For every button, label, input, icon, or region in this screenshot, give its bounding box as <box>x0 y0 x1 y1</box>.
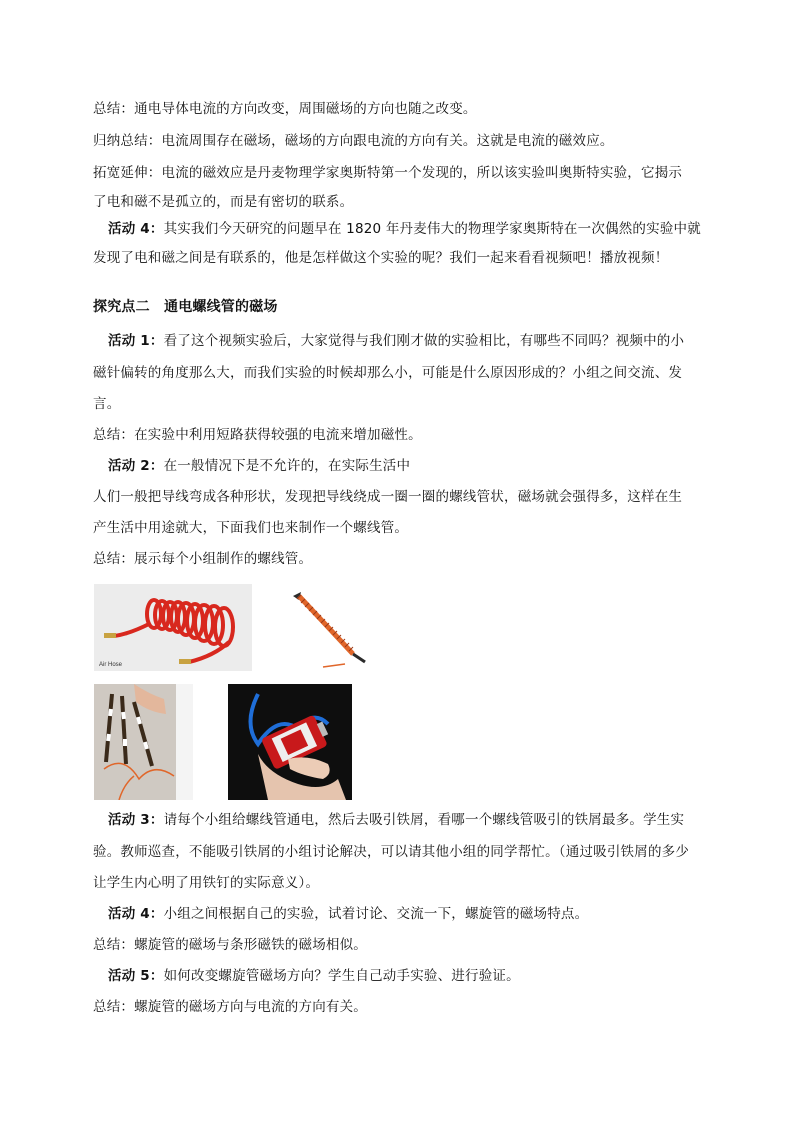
activity-text: 请每个小组给螺线管通电，然后去吸引铁屑，看哪一个螺线管吸引的铁屑最多。学生实 <box>163 812 685 828</box>
spring-coil-photo <box>273 584 368 671</box>
activity-text: 小组之间根据自己的实验，试着讨论、交流一下，螺旋管的磁场特点。 <box>163 906 589 922</box>
activity-label: 活动 1： <box>108 333 164 349</box>
conclusion-line: 归纳总结：电流周围存在磁场，磁场的方向跟电流的方向有关。这就是电流的磁效应。 <box>93 133 614 149</box>
activity-label: 活动 5： <box>108 968 164 984</box>
extension-line-1: 拓宽延伸：电流的磁效应是丹麦物理学家奥斯特第一个发现的，所以该实验叫奥斯特实验，它揭示 <box>93 165 683 181</box>
summary-line-1: 总结：通电导体电流的方向改变，周围磁场的方向也随之改变。 <box>93 101 477 117</box>
summary-line-4: 总结：螺旋管的磁场与条形磁铁的磁场相似。 <box>93 937 367 953</box>
activity-2-line-3: 产生活中用途就大，下面我们也来制作一个螺线管。 <box>93 520 409 536</box>
summary-line-5: 总结：螺旋管的磁场方向与电流的方向有关。 <box>93 999 367 1015</box>
activity-3-line-3: 让学生内心明了用铁钉的实际意义）。 <box>93 875 320 891</box>
activity-4-line-2: 发现了电和磁之间是有联系的，他是怎样做这个实验的呢？我们一起来看看视频吧！播放视频！ <box>93 250 669 266</box>
battery-coil-photo <box>228 684 352 800</box>
activity-label: 活动 4： <box>108 221 164 237</box>
activity-4-intro <box>108 219 718 239</box>
air-hose-caption: Air Hose <box>99 662 123 668</box>
activity-1-line-3: 言。 <box>93 396 121 412</box>
air-hose-photo <box>94 584 252 671</box>
activity-label: 活动 3： <box>108 812 164 828</box>
activity-3-line-2: 验。教师巡查，不能吸引铁屑的小组讨论解决，可以请其他小组的同学帮忙。（通过吸引铁屑的多少 <box>93 844 690 860</box>
extension-line-2: 了电和磁不是孤立的，而是有密切的联系。 <box>93 194 354 210</box>
activity-5 <box>108 966 718 986</box>
section-heading: 探究点二 通电螺线管的磁场 <box>93 299 278 315</box>
summary-line-3: 总结：展示每个小组制作的螺线管。 <box>93 551 313 567</box>
activity-text: 其实我们今天研究的问题早在 1820 年丹麦伟大的物理学家奥斯特在一次偶然的实验中就 <box>163 221 701 237</box>
activity-text: 看了这个视频实验后，大家觉得与我们刚才做的实验相比，有哪些不同吗？视频中的小 <box>163 333 685 349</box>
activity-2-line-2: 人们一般把导线弯成各种形状，发现把导线绕成一圈一圈的螺线管状，磁场就会强得多，这样在生 <box>93 489 683 505</box>
activity-label: 活动 4： <box>108 906 164 922</box>
summary-line-2: 总结：在实验中利用短路获得较强的电流来增加磁性。 <box>93 427 422 443</box>
activity-4 <box>108 904 718 924</box>
wired-nails-photo <box>94 684 193 800</box>
activity-text: 如何改变螺旋管磁场方向？学生自己动手实验、进行验证。 <box>163 968 520 984</box>
activity-2 <box>108 456 718 476</box>
activity-text: 在一般情况下是不允许的，在实际生活中 <box>163 458 411 474</box>
activity-1-line-2: 磁针偏转的角度那么大，而我们实验的时候却那么小，可能是什么原因形成的？小组之间交流、发 <box>93 365 683 381</box>
activity-3 <box>108 810 718 830</box>
activity-1 <box>108 331 718 351</box>
activity-label: 活动 2： <box>108 458 164 474</box>
